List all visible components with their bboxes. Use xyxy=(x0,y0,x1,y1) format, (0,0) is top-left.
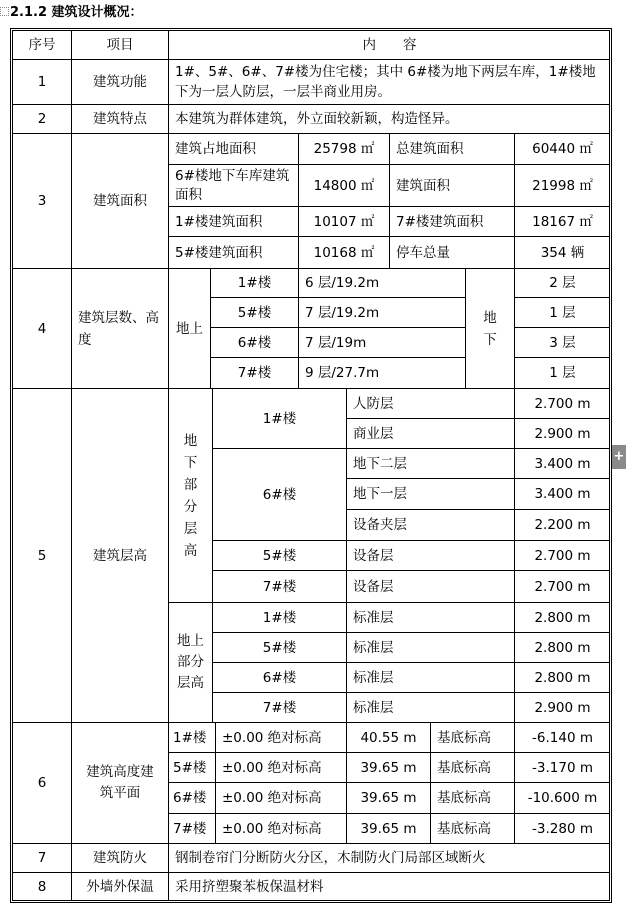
height-bldg: 5#楼 xyxy=(262,639,297,656)
under-count: 1 层 xyxy=(549,304,576,321)
layer-name: 地下一层 xyxy=(353,486,407,502)
layer-height: 3.400 m xyxy=(534,486,591,502)
area-label: 7#楼建筑面积 xyxy=(396,213,484,230)
layer-height: 2.700 m xyxy=(534,547,591,564)
floor-bldg: 5#楼 xyxy=(237,304,272,321)
layer-height: 2.200 m xyxy=(534,517,591,533)
elev-base: -6.140 m xyxy=(532,729,593,746)
area-label: 总建筑面积 xyxy=(396,141,464,157)
elev-bldg: 7#楼 xyxy=(173,820,207,837)
row8-num: 8 xyxy=(37,878,47,895)
height-bldg: 7#楼 xyxy=(262,578,297,595)
row7-num: 7 xyxy=(37,850,47,866)
layer-height: 2.700 m xyxy=(534,395,591,412)
elev-label: ±0.00 绝对标高 xyxy=(222,820,322,837)
elev-abs: 39.65 m xyxy=(360,759,417,776)
layer-name: 标准层 xyxy=(353,669,394,686)
elev-base: -3.280 m xyxy=(532,820,593,837)
elev-base-label: 基底标高 xyxy=(437,729,491,746)
layer-height: 3.400 m xyxy=(534,455,591,472)
underground-height-label xyxy=(169,389,212,602)
area-value: 60440 ㎡ xyxy=(532,141,593,157)
row1-num: 1 xyxy=(37,74,47,90)
elev-label: ±0.00 绝对标高 xyxy=(222,759,322,776)
layer-height: 2.900 m xyxy=(534,699,591,716)
below-ground-label xyxy=(466,269,514,388)
layer-name: 标准层 xyxy=(353,699,394,716)
row6-item-text: 建筑高度建筑平面 xyxy=(86,764,154,801)
floor-count: 6 层/19.2m xyxy=(305,275,380,291)
elev-label: ±0.00 绝对标高 xyxy=(222,729,322,746)
height-bldg: 1#楼 xyxy=(262,410,297,427)
layer-name: 标准层 xyxy=(353,609,394,626)
row1-content: 1#、5#、6#、7#楼为住宅楼；其中 6#楼为地下两层车库，1#楼地下为一层人防层，一层半商业用房。 xyxy=(175,64,596,100)
row6-num: 6 xyxy=(37,775,47,791)
height-bldg: 6#楼 xyxy=(262,486,297,503)
area-label: 建筑面积 xyxy=(396,177,450,194)
row7-content: 钢制卷帘门分断防火分区，木制防火门局部区域断火 xyxy=(175,850,486,866)
floor-count: 9 层/27.7m xyxy=(305,365,380,381)
elev-base-label: 基底标高 xyxy=(437,790,491,806)
area-value: 25798 ㎡ xyxy=(313,141,375,157)
row8-item: 外墙外保温 xyxy=(86,878,154,895)
aboveground-height-text: 地上部分层高 xyxy=(177,633,204,691)
row6-item xyxy=(72,723,168,843)
layer-name: 标准层 xyxy=(353,639,394,656)
below-ground-text: 地下 xyxy=(483,309,497,348)
floor-bldg: 6#楼 xyxy=(237,334,272,351)
row2-item: 建筑特点 xyxy=(93,111,147,127)
layer-height: 2.700 m xyxy=(534,578,591,595)
layer-height: 2.800 m xyxy=(534,669,591,686)
under-count: 2 层 xyxy=(549,275,576,291)
layer-name: 设备夹层 xyxy=(353,517,407,533)
expand-plus-button[interactable]: + xyxy=(612,445,626,469)
floor-bldg: 7#楼 xyxy=(237,365,272,381)
height-bldg: 7#楼 xyxy=(262,699,297,716)
layer-height: 2.800 m xyxy=(534,639,591,656)
layer-height: 2.900 m xyxy=(534,425,591,442)
height-bldg: 1#楼 xyxy=(262,609,297,626)
area-label: 建筑占地面积 xyxy=(175,141,256,157)
layer-name: 人防层 xyxy=(353,395,394,412)
header-num: 序号 xyxy=(28,37,56,53)
aboveground-height-label xyxy=(169,603,212,722)
row3-num: 3 xyxy=(37,193,47,209)
area-value: 10168 ㎡ xyxy=(313,244,375,261)
row7-item: 建筑防火 xyxy=(93,850,147,866)
row5-num: 5 xyxy=(37,547,47,564)
layer-name: 商业层 xyxy=(353,425,394,442)
row5-item: 建筑层高 xyxy=(93,547,147,564)
layer-name: 地下二层 xyxy=(353,455,407,472)
elev-label: ±0.00 绝对标高 xyxy=(222,790,322,806)
elev-abs: 39.65 m xyxy=(360,790,417,806)
layer-name: 设备层 xyxy=(353,547,394,564)
area-value: 21998 ㎡ xyxy=(532,177,593,194)
section-heading: 2.1.2 建筑设计概况： xyxy=(10,5,143,20)
layer-height: 2.800 m xyxy=(534,609,591,626)
row4-item: 建筑层数、高度 xyxy=(78,309,159,348)
elev-base: -10.600 m xyxy=(527,790,598,806)
area-value: 354 辆 xyxy=(540,244,585,261)
elev-bldg: 1#楼 xyxy=(173,729,207,746)
area-value: 10107 ㎡ xyxy=(313,213,375,230)
height-bldg: 5#楼 xyxy=(262,547,297,564)
header-content: 内 容 xyxy=(362,37,417,53)
underground-height-text: 地下部分层高 xyxy=(183,432,198,559)
above-ground-label: 地上 xyxy=(176,320,203,337)
area-label: 1#楼建筑面积 xyxy=(175,213,263,230)
area-value: 14800 ㎡ xyxy=(313,177,375,194)
floor-count: 7 层/19m xyxy=(305,334,367,351)
row4-num: 4 xyxy=(37,320,47,337)
row2-num: 2 xyxy=(37,111,47,127)
layer-name: 设备层 xyxy=(353,578,394,595)
row3-item: 建筑面积 xyxy=(93,193,147,209)
under-count: 1 层 xyxy=(549,365,576,381)
elev-base: -3.170 m xyxy=(532,759,593,776)
elev-bldg: 5#楼 xyxy=(173,759,207,776)
elev-abs: 39.65 m xyxy=(360,820,417,837)
row8-content: 采用挤塑聚苯板保温材料 xyxy=(175,878,324,895)
area-label: 停车总量 xyxy=(396,244,450,261)
under-count: 3 层 xyxy=(549,334,576,351)
area-label: 6#楼地下车库建筑面积 xyxy=(175,167,290,203)
height-bldg: 6#楼 xyxy=(262,669,297,686)
row2-content: 本建筑为群体建筑，外立面较新颖，构造怪异。 xyxy=(175,111,459,127)
floor-bldg: 1#楼 xyxy=(237,275,272,291)
header-item: 项目 xyxy=(106,37,134,53)
elev-base-label: 基底标高 xyxy=(437,820,491,837)
floor-count: 7 层/19.2m xyxy=(305,304,380,321)
area-value: 18167 ㎡ xyxy=(532,213,593,230)
row1-item: 建筑功能 xyxy=(93,74,147,90)
elev-bldg: 6#楼 xyxy=(173,790,207,806)
elev-abs: 40.55 m xyxy=(360,729,417,746)
area-label: 5#楼建筑面积 xyxy=(175,244,263,261)
elev-base-label: 基底标高 xyxy=(437,759,491,776)
